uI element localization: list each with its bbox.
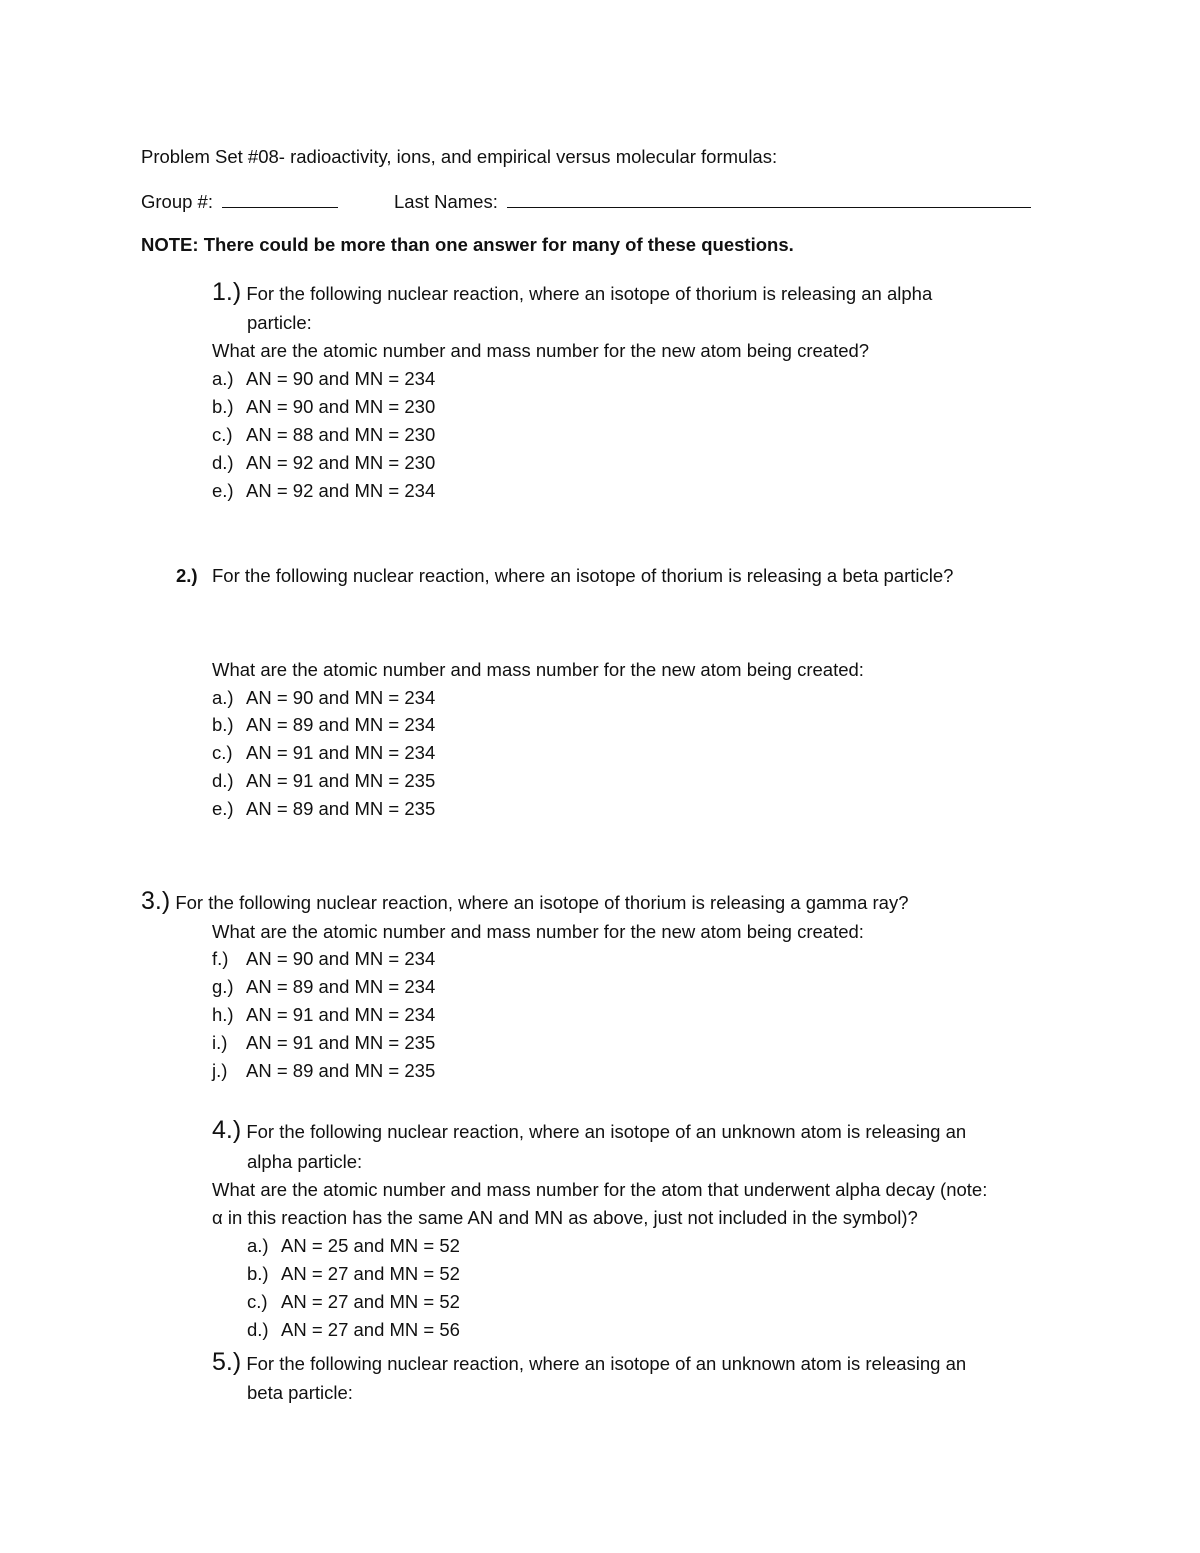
option-text: AN = 91 and MN = 235 bbox=[246, 770, 436, 791]
q2-option bbox=[212, 713, 435, 737]
q2-option bbox=[212, 741, 435, 765]
question-1-prompt: What are the atomic number and mass number for the new atom being created? bbox=[212, 340, 870, 361]
question-5-number: 5.) bbox=[212, 1348, 242, 1376]
option-text: AN = 88 and MN = 230 bbox=[246, 424, 436, 445]
question-4-number: 4.) bbox=[212, 1116, 242, 1144]
option-text: AN = 91 and MN = 235 bbox=[246, 1032, 436, 1053]
q3-option bbox=[212, 947, 435, 971]
q1-option bbox=[212, 367, 435, 391]
question-1-text: For the following nuclear reaction, where an isotope of thorium is releasing an alpha bbox=[246, 283, 933, 304]
names-label: Last Names: bbox=[394, 191, 498, 212]
option-label: a.) bbox=[212, 368, 234, 389]
option-label: e.) bbox=[212, 798, 234, 819]
option-text: AN = 89 and MN = 234 bbox=[246, 976, 436, 997]
option-label: c.) bbox=[212, 742, 233, 763]
option-text: AN = 89 and MN = 234 bbox=[246, 714, 436, 735]
q2-option bbox=[212, 686, 435, 710]
option-label: d.) bbox=[212, 770, 234, 791]
option-text: AN = 89 and MN = 235 bbox=[246, 1060, 436, 1081]
q3-option bbox=[212, 975, 435, 999]
option-text: AN = 25 and MN = 52 bbox=[281, 1235, 460, 1256]
option-text: AN = 90 and MN = 234 bbox=[246, 687, 436, 708]
question-4-prompt: What are the atomic number and mass number for the atom that underwent alpha decay (note: bbox=[212, 1179, 988, 1200]
question-4 bbox=[212, 1118, 966, 1144]
option-label: g.) bbox=[212, 976, 234, 997]
question-2-prompt: What are the atomic number and mass number for the new atom being created: bbox=[212, 659, 864, 680]
option-label: i.) bbox=[212, 1032, 228, 1053]
question-3-number: 3.) bbox=[141, 887, 171, 915]
option-label: h.) bbox=[212, 1004, 234, 1025]
option-text: AN = 92 and MN = 230 bbox=[246, 452, 436, 473]
option-text: AN = 91 and MN = 234 bbox=[246, 742, 436, 763]
q3-option bbox=[212, 1031, 435, 1055]
option-label: c.) bbox=[247, 1291, 268, 1312]
option-text: AN = 90 and MN = 234 bbox=[246, 948, 436, 969]
question-3-text: For the following nuclear reaction, where an isotope of thorium is releasing a gamma ray? bbox=[175, 892, 909, 913]
question-3 bbox=[141, 889, 909, 915]
option-label: c.) bbox=[212, 424, 233, 445]
q3-option bbox=[212, 1003, 435, 1027]
option-label: d.) bbox=[247, 1319, 269, 1340]
option-text: AN = 92 and MN = 234 bbox=[246, 480, 436, 501]
question-2-text: For the following nuclear reaction, where an isotope of thorium is releasing a beta particle? bbox=[212, 565, 954, 586]
group-label: Group #: bbox=[141, 191, 213, 212]
question-5 bbox=[212, 1350, 966, 1376]
q1-option bbox=[212, 395, 435, 419]
q4-option bbox=[247, 1262, 460, 1286]
group-field bbox=[141, 189, 338, 214]
option-label: a.) bbox=[247, 1235, 269, 1256]
option-label: b.) bbox=[247, 1263, 269, 1284]
question-4-prompt-cont: α in this reaction has the same AN and MN as above, just not included in the symbol)? bbox=[212, 1207, 918, 1228]
option-text: AN = 91 and MN = 234 bbox=[246, 1004, 436, 1025]
q4-option bbox=[247, 1318, 460, 1342]
q1-option bbox=[212, 423, 435, 447]
option-label: d.) bbox=[212, 452, 234, 473]
option-label: a.) bbox=[212, 687, 234, 708]
q4-option bbox=[247, 1234, 460, 1258]
option-text: AN = 89 and MN = 235 bbox=[246, 798, 436, 819]
question-1-number: 1.) bbox=[212, 278, 242, 306]
question-5-text-cont: beta particle: bbox=[247, 1382, 353, 1403]
page-title: Problem Set #08- radioactivity, ions, and empirical versus molecular formulas: bbox=[141, 146, 778, 167]
option-label: j.) bbox=[212, 1060, 228, 1081]
q1-option bbox=[212, 479, 435, 503]
q3-option bbox=[212, 1059, 435, 1083]
names-field bbox=[394, 189, 1031, 214]
question-5-text: For the following nuclear reaction, where an isotope of an unknown atom is releasing an bbox=[246, 1353, 967, 1374]
q4-option bbox=[247, 1290, 460, 1314]
option-text: AN = 27 and MN = 56 bbox=[281, 1319, 460, 1340]
note: NOTE: There could be more than one answer for many of these questions. bbox=[141, 234, 794, 255]
q1-option bbox=[212, 451, 435, 475]
option-label: b.) bbox=[212, 396, 234, 417]
question-1 bbox=[212, 280, 932, 306]
q2-option bbox=[212, 769, 435, 793]
question-4-text-cont: alpha particle: bbox=[247, 1151, 363, 1172]
names-blank[interactable] bbox=[507, 189, 1031, 208]
option-text: AN = 27 and MN = 52 bbox=[281, 1291, 460, 1312]
option-text: AN = 27 and MN = 52 bbox=[281, 1263, 460, 1284]
question-2-number: 2.) bbox=[176, 565, 198, 586]
option-label: b.) bbox=[212, 714, 234, 735]
q2-option bbox=[212, 797, 435, 821]
question-2 bbox=[176, 564, 953, 588]
question-3-prompt: What are the atomic number and mass number for the new atom being created: bbox=[212, 921, 864, 942]
option-label: f.) bbox=[212, 948, 229, 969]
question-1-text-cont: particle: bbox=[247, 312, 312, 333]
group-blank[interactable] bbox=[222, 189, 338, 208]
option-text: AN = 90 and MN = 230 bbox=[246, 396, 436, 417]
question-4-text: For the following nuclear reaction, where an isotope of an unknown atom is releasing an bbox=[246, 1121, 967, 1142]
option-label: e.) bbox=[212, 480, 234, 501]
option-text: AN = 90 and MN = 234 bbox=[246, 368, 436, 389]
